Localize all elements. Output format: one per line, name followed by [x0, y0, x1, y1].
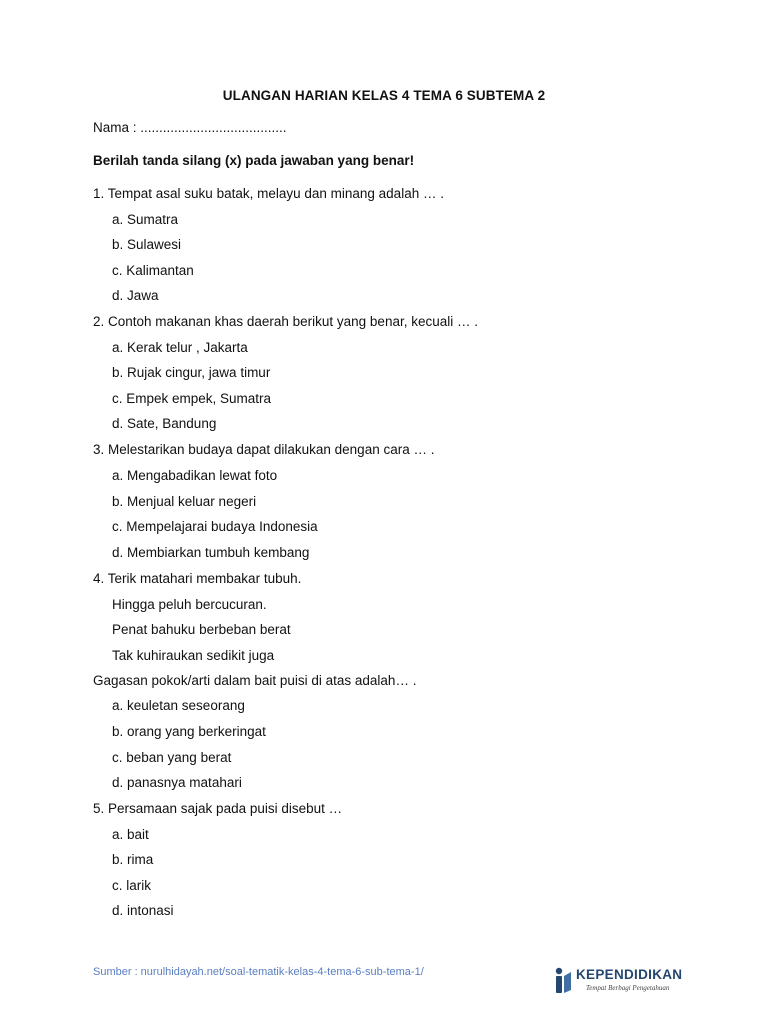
q4-option-a: a. keuletan seseorang [112, 698, 245, 713]
name-line: Nama : ....................................... [93, 120, 287, 135]
question-2: 2. Contoh makanan khas daerah berikut yang benar, kecuali … . [93, 314, 478, 329]
poem-line-2: Hingga peluh bercucuran. [112, 597, 267, 612]
question-1: 1. Tempat asal suku batak, melayu dan minang adalah … . [93, 186, 444, 201]
q3-option-b: b. Menjual keluar negeri [112, 494, 257, 509]
logo-mark-icon [552, 966, 574, 996]
question-4-prompt: Gagasan pokok/arti dalam bait puisi di atas adalah… . [93, 673, 417, 688]
q4-option-b: b. orang yang berkeringat [112, 724, 266, 739]
q2-option-c: c. Empek empek, Sumatra [112, 391, 272, 406]
q5-option-b: b. rima [112, 852, 154, 867]
q3-option-d: d. Membiarkan tumbuh kembang [112, 545, 310, 560]
q4-option-d: d. panasnya matahari [112, 775, 242, 790]
q2-option-b: b. Rujak cingur, jawa timur [112, 365, 271, 380]
q5-option-a: a. bait [112, 827, 149, 842]
q1-option-c: c. Kalimantan [112, 263, 194, 278]
kependidikan-logo [552, 966, 682, 996]
q1-option-a: a. Sumatra [112, 212, 179, 227]
question-5: 5. Persamaan sajak pada puisi disebut … [93, 801, 343, 816]
q1-option-d: d. Jawa [112, 288, 159, 303]
q5-option-c: c. larik [112, 878, 152, 893]
instruction: Berilah tanda silang (x) pada jawaban yang benar! [93, 153, 415, 168]
q1-option-b: b. Sulawesi [112, 237, 182, 252]
question-3: 3. Melestarikan budaya dapat dilakukan dengan cara … . [93, 442, 435, 457]
q3-option-a: a. Mengabadikan lewat foto [112, 468, 278, 483]
q2-option-d: d. Sate, Bandung [112, 416, 217, 431]
q3-option-c: c. Mempelajarai budaya Indonesia [112, 519, 318, 534]
page-title: ULANGAN HARIAN KELAS 4 TEMA 6 SUBTEMA 2 [222, 88, 546, 103]
q5-option-d: d. intonasi [112, 903, 174, 918]
logo-text: KEPENDIDIKAN [576, 967, 683, 982]
poem-line-3: Penat bahuku berbeban berat [112, 622, 291, 637]
poem-line-4: Tak kuhiraukan sedikit juga [112, 648, 275, 663]
question-4: 4. Terik matahari membakar tubuh. [93, 571, 302, 586]
logo-tagline: Tempat Berbagi Pengetahuan [586, 984, 670, 992]
q2-option-a: a. Kerak telur , Jakarta [112, 340, 248, 355]
source-link[interactable]: Sumber : nurulhidayah.net/soal-tematik-kelas-4-tema-6-sub-tema-1/ [93, 966, 424, 978]
q4-option-c: c. beban yang berat [112, 750, 232, 765]
